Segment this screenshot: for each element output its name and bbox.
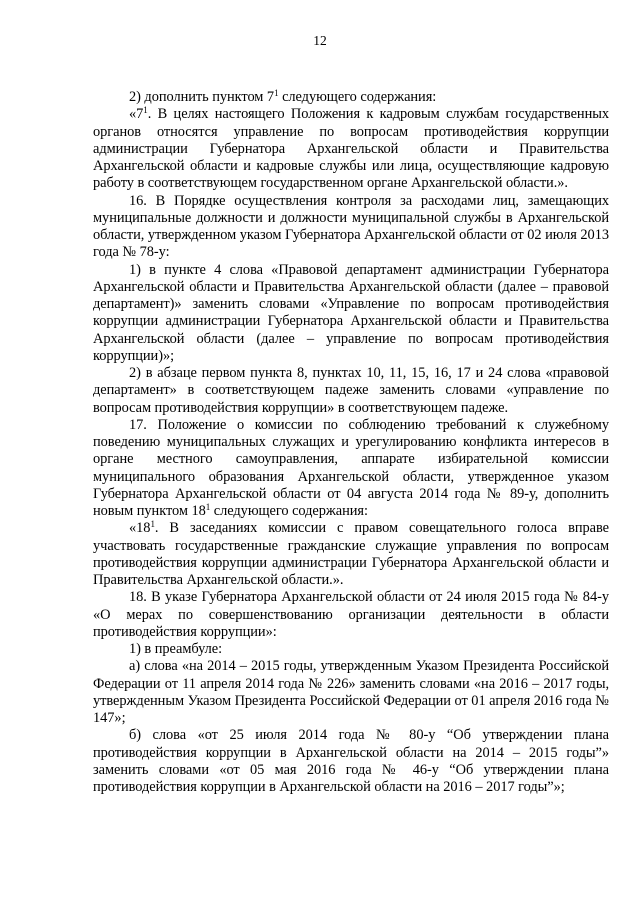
paragraph-section-17: 17. Положение о комиссии по соблюдению требований к служебному поведению муниципальных служащих и урегулированию конфликта интересов в органе местного самоуправления, аппарате избирательной комиссии муниципального образования Архангельской области, утвержденное указом Губернатора Архангельской области от 04 августа 2014 года № 89-у, дополнить новым пунктом $18^1$ следующего содержания: xyxy=(93,416,609,519)
paragraph-clause-7-1-text: «$7^1$. В целях настоящего Положения к кадровым службам государственных органов относятся управление по вопросам противодействия коррупции администрации Губернатора Архангельской области и Правительства Архангельской области и кадровые службы или лица, осуществляющие кадровую работу в соответствующем государственном органе Архангельской области.». xyxy=(93,105,609,192)
page-number: 12 xyxy=(313,33,327,48)
paragraph-clause-18-1-text: «$18^1$. В заседаниях комиссии с правом совещательного голоса вправе участвовать государственные гражданские служащие управления по вопросам противодействия коррупции администрации Губернатора Архангельской области и Правительства Архангельской области.». xyxy=(93,519,609,588)
paragraph-18-item-1-b: б) слова «от 25 июля 2014 года № 80-у “Об утверждении плана противодействия коррупции в Архангельской области на 2014 – 2015 годы”» заменить словами «от 05 мая 2016 года № 46-у “Об утверждении плана противодействия коррупции в Архангельской области на 2016 – 2017 годы”»; xyxy=(93,727,609,795)
paragraph-16-item-1: 1) в пункте 4 слова «Правовой департамент администрации Губернатора Архангельской области и Правительства Архангельской области (далее – правовой департамент)» заменить словами «Управление по вопросам противодействия коррупции администрации Губернатора Архангельской области и Правительства Архангельской области (далее – управление по вопросам противодействия коррупции)»; xyxy=(93,261,609,364)
paragraph-item-2-add-clause-7-1: 2) дополнить пунктом $7^1$ следующего содержания: xyxy=(129,88,437,105)
paragraph-18-item-1-a: а) слова «на 2014 – 2015 годы, утвержденным Указом Президента Российской Федерации от 11 апреля 2014 года № 226» заменить словами «на 2016 – 2017 годы, утвержденным Указом Президента Российской Федерации от 01 апреля 2016 года № 147»; xyxy=(93,658,609,726)
document-body xyxy=(93,89,609,796)
paragraph-section-16: 16. В Порядке осуществления контроля за расходами лиц, замещающих муниципальные должности и должности муниципальной службы в Архангельской области, утвержденном указом Губернатора Архангельской области от 02 июля 2013 года № 78-у: xyxy=(93,192,609,261)
paragraph-16-item-2: 2) в абзаце первом пункта 8, пунктах 10, 11, 15, 16, 17 и 24 слова «правовой департамент» в соответствующем падеже заменить словами «управление по вопросам противодействия коррупции» в соответствующем падеже. xyxy=(93,365,609,416)
paragraph-section-18: 18. В указе Губернатора Архангельской области от 24 июля 2015 года № 84-у «О мерах по совершенствованию организации деятельности в области противодействия коррупции»: xyxy=(93,589,609,640)
paragraph-18-item-1: 1) в преамбуле: xyxy=(129,641,223,657)
